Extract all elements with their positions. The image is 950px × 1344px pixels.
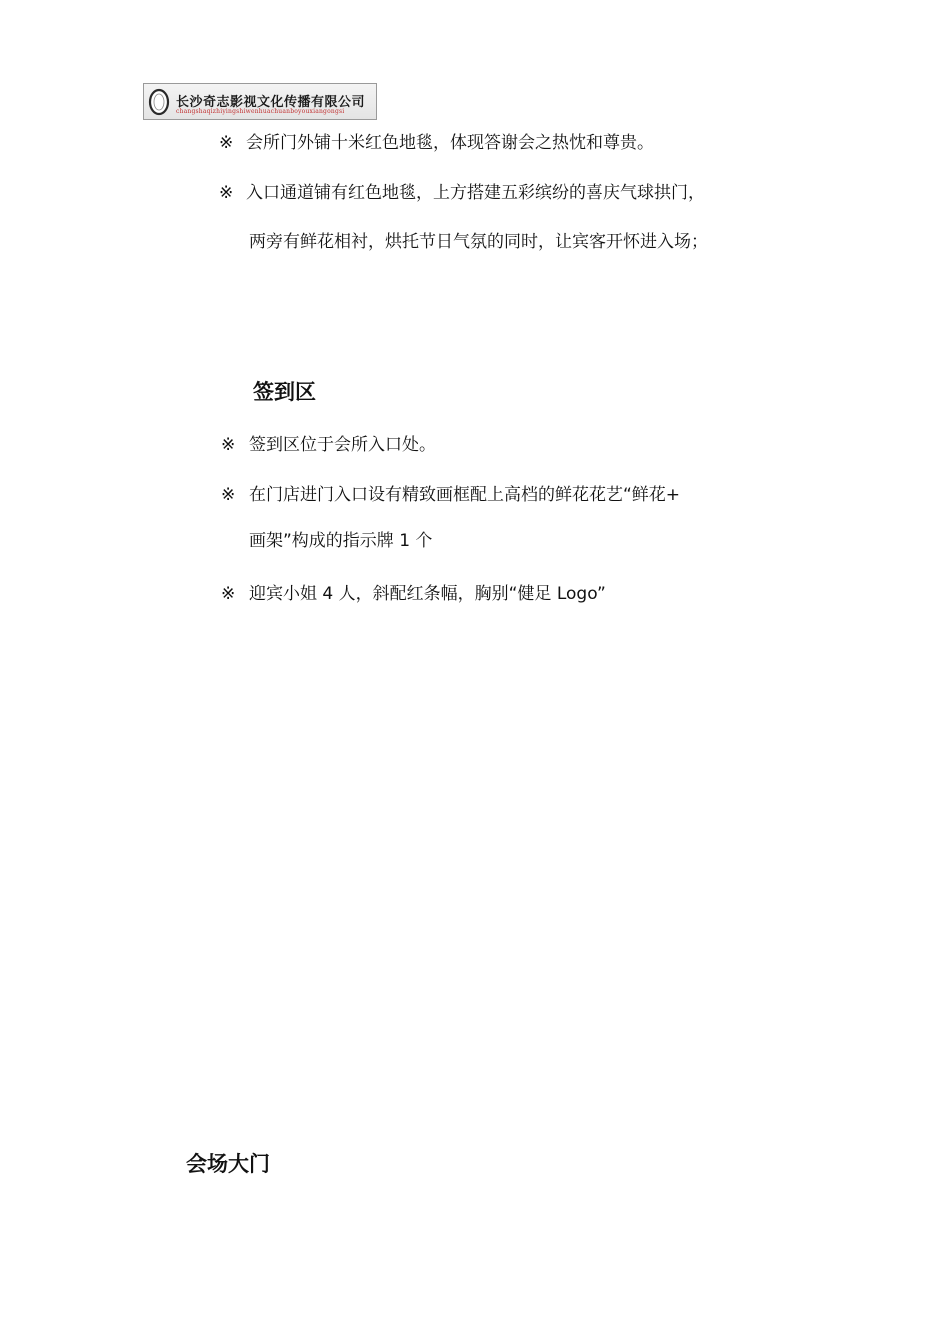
signin-item-3: 迎宾小姐 4 人，斜配红条幅，胸别“健足 Logo” xyxy=(249,584,606,604)
bullet-mark: ※ xyxy=(221,435,236,455)
entrance-item-2: 入口通道铺有红色地毯，上方搭建五彩缤纷的喜庆气球拱门， xyxy=(246,183,705,203)
company-pinyin: changshaqizhiyingshiwenhuachuanboyouxiangongsi xyxy=(176,108,345,115)
bullet-mark: ※ xyxy=(219,183,234,203)
bullet-mark: ※ xyxy=(221,485,236,505)
egg-logo-icon xyxy=(148,87,170,116)
signin-heading: 签到区 xyxy=(253,380,316,404)
signin-item-2: 在门店进门入口设有精致画框配上高档的鲜花花艺“鲜花+ xyxy=(249,485,681,505)
bullet-mark: ※ xyxy=(219,133,234,153)
company-logo xyxy=(143,83,377,120)
signin-item-2-continuation: 画架”构成的指示牌 1 个 xyxy=(249,531,433,551)
bullet-mark: ※ xyxy=(221,584,236,604)
gate-heading: 会场大门 xyxy=(186,1152,270,1176)
company-name: 长沙奇志影视文化传播有限公司 xyxy=(176,95,366,110)
entrance-item-2-continuation: 两旁有鲜花相衬，烘托节日气氛的同时，让宾客开怀进入场； xyxy=(249,232,708,252)
entrance-item-1: 会所门外铺十米红色地毯，体现答谢会之热忱和尊贵。 xyxy=(246,133,654,153)
signin-item-1: 签到区位于会所入口处。 xyxy=(249,435,436,455)
